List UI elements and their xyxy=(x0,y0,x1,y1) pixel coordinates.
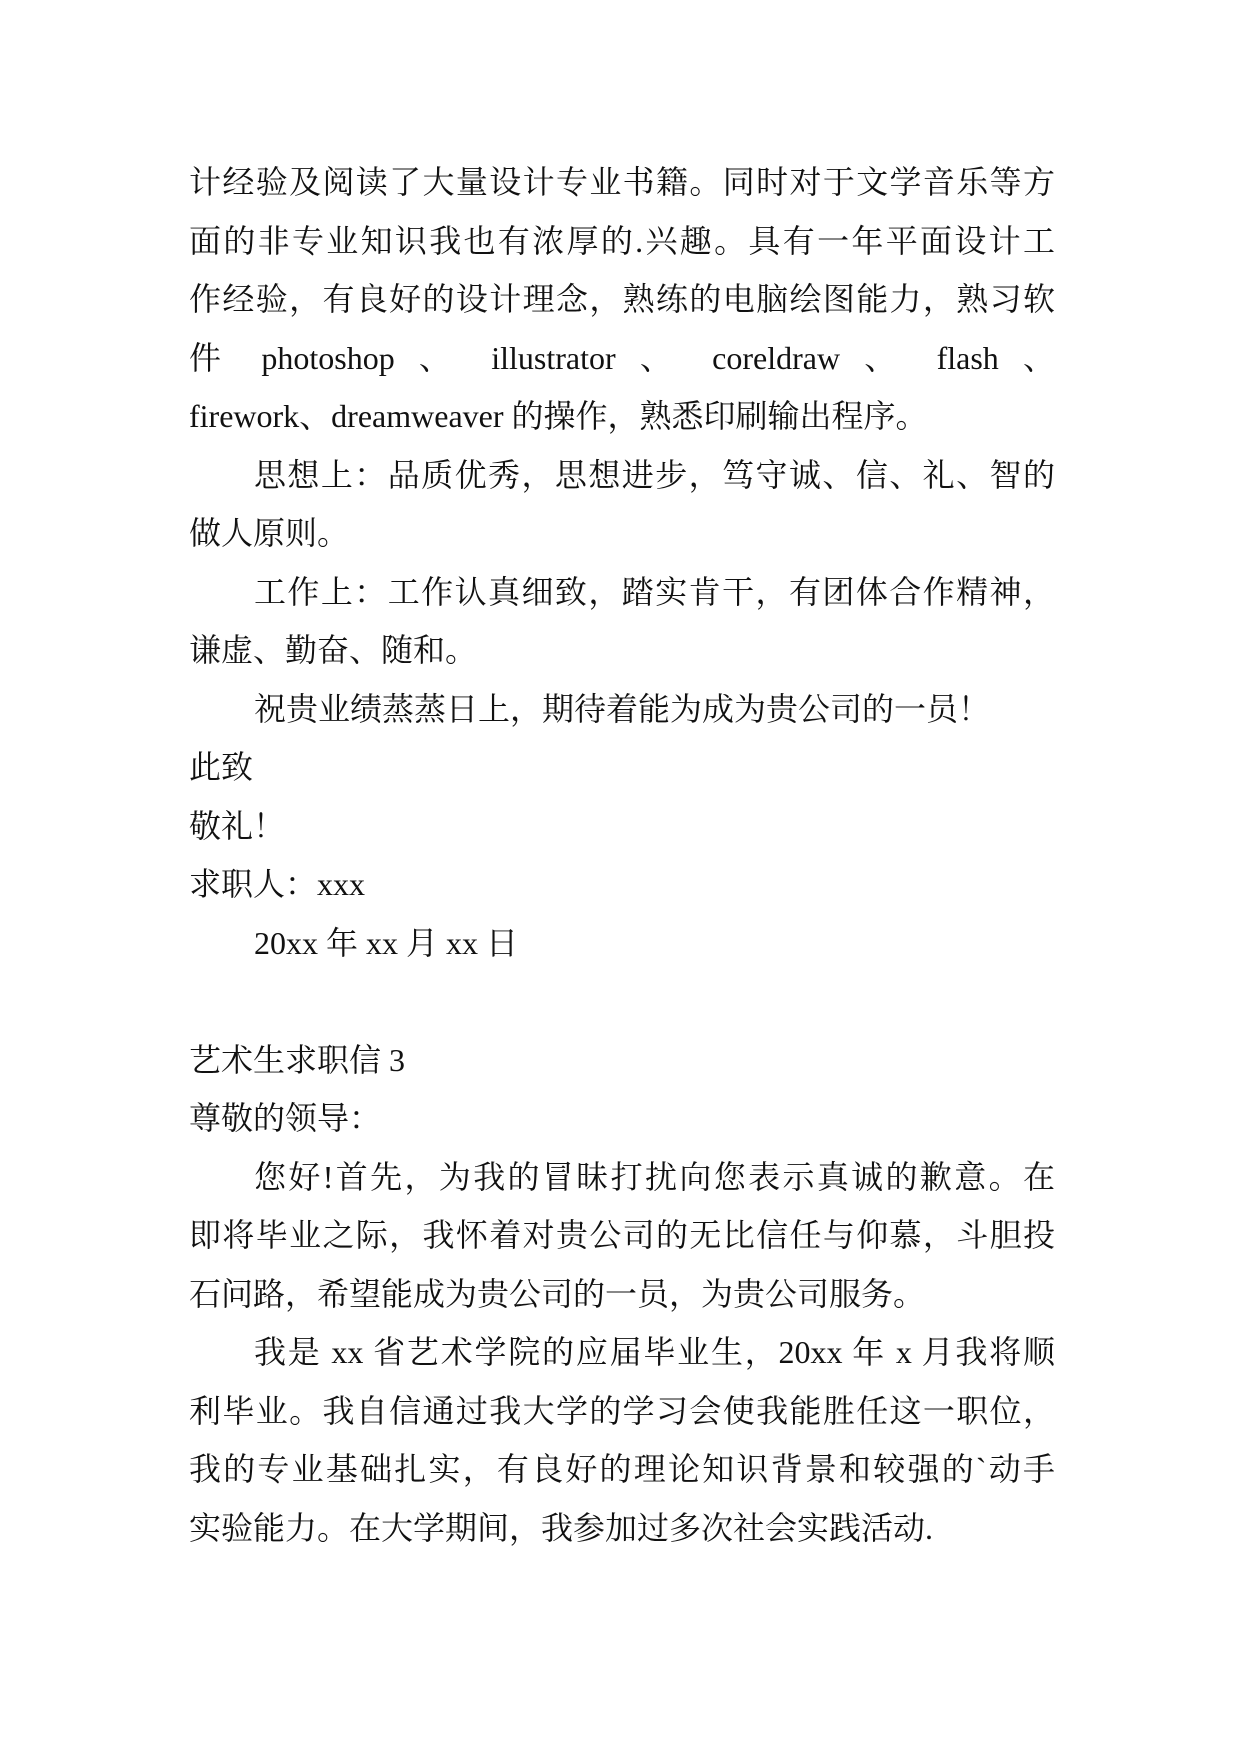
text-line: 作经验，有良好的设计理念，熟练的电脑绘图能力，熟习软 xyxy=(189,281,1055,317)
closing-line-1: 此致 xyxy=(189,749,254,785)
paragraph-intro xyxy=(189,1148,1055,1324)
section-title: 艺术生求职信 3 xyxy=(189,1041,406,1078)
text-line: 计经验及阅读了大量设计专业书籍。同时对于文学音乐等方 xyxy=(189,164,1055,200)
closing-line-2: 敬礼！ xyxy=(189,807,286,844)
text-line: 您好!首先，为我的冒昧打扰向您表示真诚的歉意。在 xyxy=(254,1158,1055,1195)
document-body xyxy=(189,153,1055,1557)
text-line: 面的非专业知识我也有浓厚的.兴趣。具有一年平面设计工 xyxy=(189,222,1055,259)
paragraph-background xyxy=(189,1323,1055,1557)
closing-wish: 祝贵业绩蒸蒸日上，期待着能为成为贵公司的一员！ xyxy=(254,690,991,727)
text-line: 工作上：工作认真细致，踏实肯干，有团体合作精神， xyxy=(254,573,1055,610)
paragraph-skills xyxy=(189,153,1055,446)
blank-line xyxy=(189,972,1055,1031)
signature: 求职人：xxx xyxy=(189,866,366,902)
text-line: firework、dreamweaver 的操作，熟悉印刷输出程序。 xyxy=(189,398,928,434)
text-line: 即将毕业之际，我怀着对贵公司的无比信任与仰慕，斗胆投 xyxy=(189,1217,1055,1253)
text-line: 件 photoshop 、 illustrator 、 coreldraw 、 flash 、 xyxy=(189,339,1055,376)
text-line: 做人原则。 xyxy=(189,515,350,551)
text-line: 思想上：品质优秀，思想进步，笃守诚、信、礼、智的 xyxy=(254,456,1055,493)
letter-date: 20xx 年 xx 月 xx 日 xyxy=(254,924,519,961)
text-line: 实验能力。在大学期间，我参加过多次社会实践活动. xyxy=(189,1509,934,1546)
text-line: 我的专业基础扎实，有良好的理论知识背景和较强的`动手 xyxy=(189,1451,1055,1487)
text-line: 谦虚、勤奋、随和。 xyxy=(189,632,478,668)
text-line: 石问路，希望能成为贵公司的一员，为贵公司服务。 xyxy=(189,1275,926,1312)
paragraph-work xyxy=(189,563,1055,680)
text-line: 利毕业。我自信通过我大学的学习会使我能胜任这一职位， xyxy=(189,1392,1055,1429)
greeting: 尊敬的领导： xyxy=(189,1100,382,1136)
paragraph-thought xyxy=(189,446,1055,563)
text-line: 我是 xx 省艺术学院的应届毕业生，20xx 年 x 月我将顺 xyxy=(254,1334,1055,1370)
